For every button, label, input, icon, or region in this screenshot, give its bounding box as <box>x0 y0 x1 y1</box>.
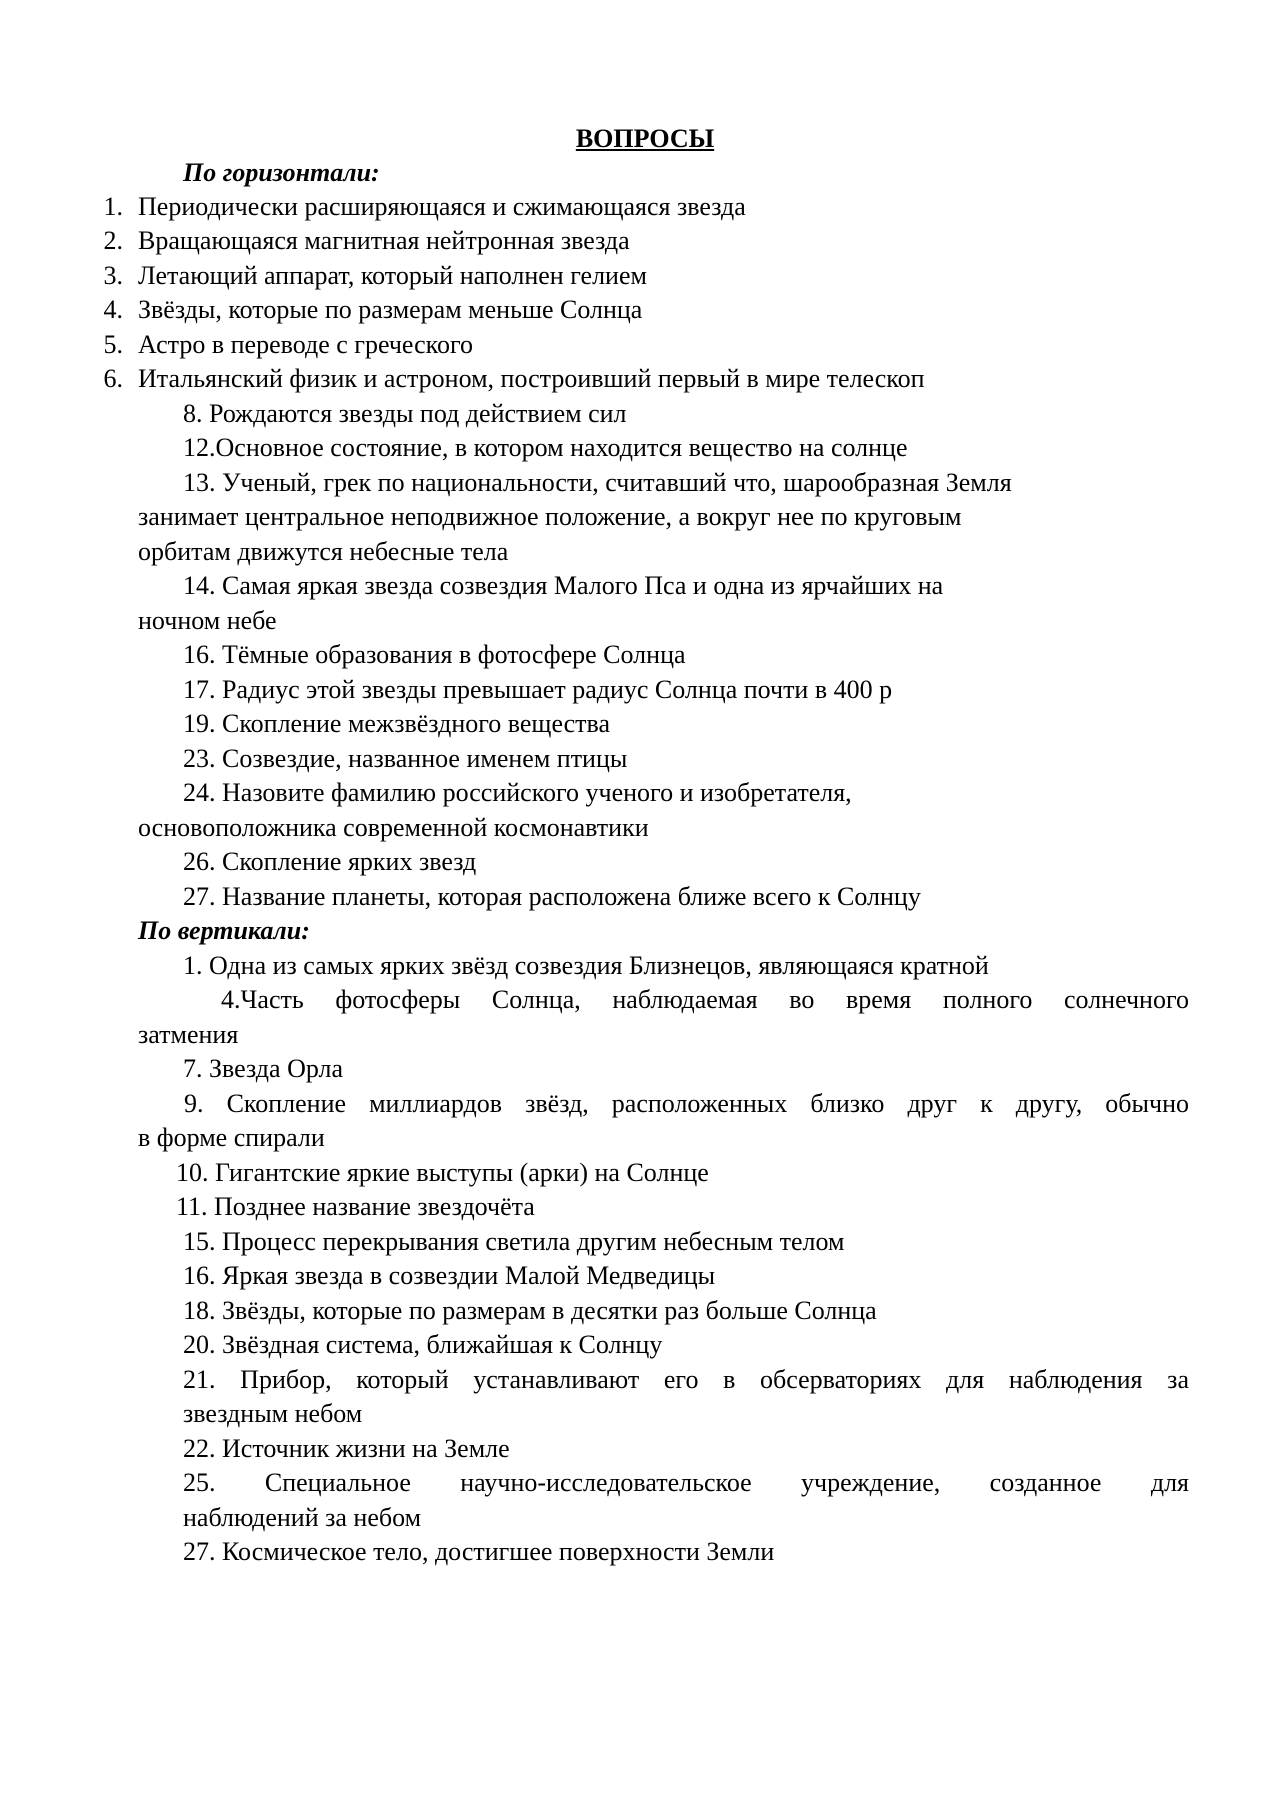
question-v7: 7. Звезда Орла <box>183 1054 344 1083</box>
list-number: 6. <box>103 364 123 393</box>
question-v18: 18. Звёзды, которые по размерам в десятки раз больше Солнца <box>183 1296 877 1325</box>
question-h16: 16. Тёмные образования в фотосфере Солнца <box>183 640 686 669</box>
list-text: Итальянский физик и астроном, построивший первый в мире телескоп <box>138 364 925 393</box>
question-v15: 15. Процесс перекрывания светила другим небесным телом <box>183 1227 845 1256</box>
list-number: 5. <box>103 330 123 359</box>
question-v4-line2: затмения <box>138 1020 239 1049</box>
horizontal-heading: По горизонтали: <box>183 158 380 187</box>
question-v16: 16. Яркая звезда в созвездии Малой Медведицы <box>183 1261 716 1290</box>
question-v25-line2: наблюдений за небом <box>183 1503 422 1532</box>
list-text: Звёзды, которые по размерам меньше Солнца <box>138 295 643 324</box>
question-h8: 8. Рождаются звезды под действием сил <box>183 399 627 428</box>
question-h24-line1: 24. Назовите фамилию российского ученого и изобретателя, <box>183 778 852 807</box>
question-v25-line1: 25. Специальное научно-исследовательское учреждение, созданное для <box>183 1468 1189 1497</box>
page-title: ВОПРОСЫ <box>575 124 715 153</box>
question-v4-line1: 4.Часть фотосферы Солнца, наблюдаемая во время полного солнечного <box>221 985 1189 1014</box>
question-v10: 10. Гигантские яркие выступы (арки) на Солнце <box>176 1158 709 1187</box>
question-v21-line2: звездным небом <box>183 1399 363 1428</box>
question-v1: 1. Одна из самых ярких звёзд созвездия Близнецов, являющаяся кратной <box>183 951 989 980</box>
question-h27: 27. Название планеты, которая расположена ближе всего к Солнцу <box>183 882 921 911</box>
question-h14-line2: ночном небе <box>138 606 277 635</box>
question-h14-line1: 14. Самая яркая звезда созвездия Малого Пса и одна из ярчайших на <box>183 571 944 600</box>
question-h17: 17. Радиус этой звезды превышает радиус Солнца почти в 400 р <box>183 675 893 704</box>
question-h24-line2: основоположника современной космонавтики <box>138 813 649 842</box>
question-v22: 22. Источник жизни на Земле <box>183 1434 510 1463</box>
list-text: Астро в переводе с греческого <box>138 330 473 359</box>
list-number: 3. <box>103 261 123 290</box>
list-number: 2. <box>103 226 123 255</box>
question-h23: 23. Созвездие, названное именем птицы <box>183 744 628 773</box>
list-text: Периодически расширяющаяся и сжимающаяся звезда <box>138 192 746 221</box>
question-v9-line2: в форме спирали <box>138 1123 325 1152</box>
question-h26: 26. Скопление ярких звезд <box>183 847 477 876</box>
question-v21-line1: 21. Прибор, который устанавливают его в обсерваториях для наблюдения за <box>183 1365 1189 1394</box>
list-text: Вращающаяся магнитная нейтронная звезда <box>138 226 630 255</box>
question-v27: 27. Космическое тело, достигшее поверхности Земли <box>183 1537 775 1566</box>
list-number: 1. <box>103 192 123 221</box>
question-h13-line2: занимает центральное неподвижное положение, а вокруг нее по круговым <box>138 502 962 531</box>
question-v20: 20. Звёздная система, ближайшая к Солнцу <box>183 1330 663 1359</box>
question-h19: 19. Скопление межзвёздного вещества <box>183 709 611 738</box>
question-v9-line1: 9. Скопление миллиардов звёзд, расположенных близко друг к другу, обычно <box>184 1089 1189 1118</box>
vertical-heading: По вертикали: <box>138 916 310 945</box>
list-number: 4. <box>103 295 123 324</box>
list-text: Летающий аппарат, который наполнен гелием <box>138 261 647 290</box>
question-h13-line1: 13. Ученый, грек по национальности, считавший что, шарообразная Земля <box>183 468 1012 497</box>
question-h12: 12.Основное состояние, в котором находится вещество на солнце <box>183 433 908 462</box>
question-h13-line3: орбитам движутся небесные тела <box>138 537 509 566</box>
question-v11: 11. Позднее название звездочёта <box>176 1192 535 1221</box>
